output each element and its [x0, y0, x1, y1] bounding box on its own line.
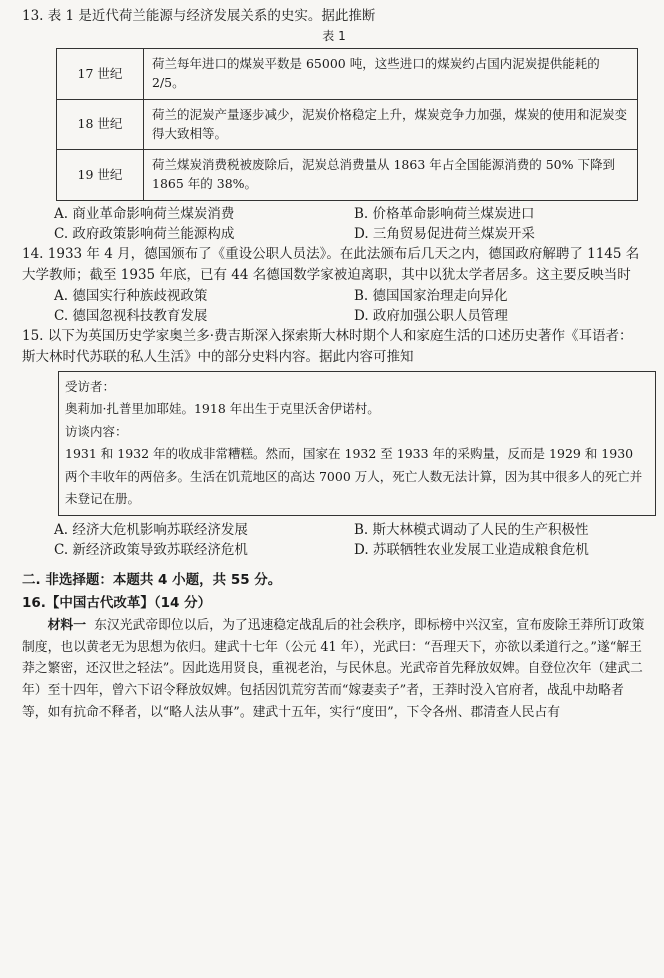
option-d[interactable]: D. 苏联牺牲农业发展工业造成粮食危机: [354, 542, 589, 558]
question-13: [22, 6, 646, 244]
question-13-options: [54, 204, 646, 245]
table-cell-text: 荷兰的泥炭产量逐步减少，泥炭价格稳定上升，煤炭竞争力加强，煤炭的使用和泥炭变得大致相等。: [144, 99, 638, 150]
table-cell-text: 荷兰每年进口的煤炭平数是 65000 吨，这些进口的煤炭约占国内泥炭提供能耗的 2/5。: [144, 49, 638, 100]
option-b[interactable]: B. 斯大林模式调动了人民的生产积极性: [354, 521, 589, 538]
material-one: [22, 615, 646, 724]
material-label: 材料一: [47, 617, 86, 633]
option-b[interactable]: B. 价格革命影响荷兰煤炭进口: [354, 205, 535, 222]
interview-line: 奥莉加·扎普里加耶娃。1918 年出生于克里沃舍伊诺村。: [65, 401, 380, 417]
question-16-title: 16.【中国古代改革】（14 分）: [22, 594, 212, 611]
question-15-options: [54, 520, 646, 561]
option-a[interactable]: A. 经济大危机影响苏联经济发展: [54, 521, 248, 538]
material-text: 东汉光武帝即位以后，为了迅速稳定战乱后的社会秩序，即标榜中兴汉室，宣布废除王莽所订政策制度，也以黄老无为思想为依归。建武十七年（公元 41 年），光武曰：“吾理天下，亦欲以柔道行之。”遂“解王莽之繁密，还汉世之轻法”。因此选用贤良，重视老治，与民休息。光武帝首先释放奴婢。自登位次年（建武二年）至十四年，曾六下诏令释放奴婢。包括因饥荒穷苦而“嫁妻卖子”者，王莽时没入官府者，战乱中劫略者等，如有抗命不释者，以“略人法从事”。建武十五年，实行“度田”，下令各州、郡清查人民占有: [22, 617, 645, 720]
option-b[interactable]: B. 德国国家治理走向异化: [354, 287, 508, 304]
question-15: [22, 326, 646, 560]
option-c[interactable]: C. 新经济政策导致苏联经济危机: [54, 542, 248, 558]
table-row: [57, 49, 638, 100]
section-title: 二. 非选择题：本题共 4 小题，共 55 分。: [22, 572, 282, 589]
interview-line: 1931 和 1932 年的收成非常糟糕。然而，国家在 1932 至 1933 年的采购量，反而是 1929 和 1930 两个丰收年的两倍多。生活在饥荒地区的高达 7000 万人，死亡人数无法计算，因为其中很多人的死亡并未登记在册。: [65, 446, 643, 507]
option-d[interactable]: D. 三角贸易促进荷兰煤炭开采: [354, 226, 535, 242]
table-row: [57, 99, 638, 150]
option-c[interactable]: C. 德国忽视科技教育发展: [54, 308, 208, 324]
interview-line: 受访者：: [65, 378, 116, 394]
interview-box: [58, 371, 656, 516]
option-d[interactable]: D. 政府加强公职人员管理: [354, 308, 508, 324]
table-caption: 表 1: [322, 29, 346, 44]
option-a[interactable]: A. 德国实行种族歧视政策: [54, 287, 208, 304]
option-c[interactable]: C. 政府政策影响荷兰能源构成: [54, 226, 235, 242]
question-14-options: [54, 286, 646, 327]
question-13-stem: 13. 表 1 是近代荷兰能源与经济发展关系的史实。据此推断: [22, 8, 376, 24]
table-cell-text: 荷兰煤炭消费税被废除后，泥炭总消费量从 1863 年占全国能源消费的 50% 下降到 1865 年的 38%。: [144, 150, 638, 201]
table-cell-era: 17 世纪: [57, 49, 144, 100]
interview-line: 访谈内容：: [65, 423, 128, 439]
question-14: [22, 244, 646, 326]
table-cell-era: 18 世纪: [57, 99, 144, 150]
question-15-stem: 15. 以下为英国历史学家奥兰多·费吉斯深入探索斯大林时期个人和家庭生活的口述历史著作《耳语者：斯大林时代苏联的私人生活》中的部分史料内容。据此内容可推知: [22, 328, 633, 365]
option-a[interactable]: A. 商业革命影响荷兰煤炭消费: [54, 205, 235, 222]
table-row: [57, 150, 638, 201]
table-cell-era: 19 世纪: [57, 150, 144, 201]
history-table: [56, 48, 638, 201]
question-14-stem: 14. 1933 年 4 月，德国颁布了《重设公职人员法》。在此法颁布后几天之内，德国政府解聘了 1145 名大学教师；截至 1935 年底，已有 44 名德国数学家被迫离职，其中以犹太学者居多。这主要反映当时: [22, 246, 640, 283]
